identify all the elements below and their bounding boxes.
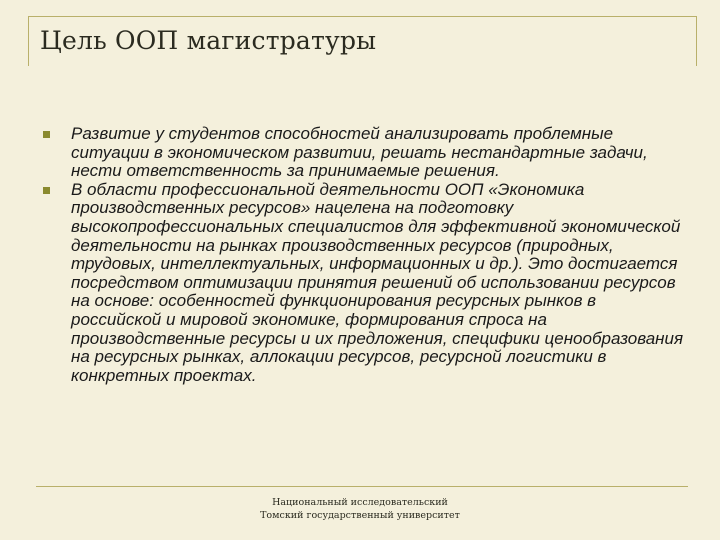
title-frame-right-line <box>696 16 697 66</box>
bullet-list <box>38 125 688 385</box>
bullet-text: В области профессиональной деятельности ООП «Экономика производственных ресурсов» нацелена на подготовку высокопрофессиональных специалистов для эффективной экономической деятельности на рынках производственных ресурсов (природных, трудовых, интеллектуальных, информационных и др.). Это достигается посредством оптимизации принятия решений об использовании ресурсов на основе: особенностей функционирования ресурсных рынков в российской и мировой экономике, формирования спроса на производственные ресурсы и их предложения, специфики ценообразования на ресурсных рынках, аллокации ресурсов, ресурсной логистики в конкретных проектах. <box>71 179 684 385</box>
title-frame-left-line <box>28 16 29 66</box>
square-bullet-icon <box>43 187 50 194</box>
footer-line-1: Национальный исследовательский <box>272 497 448 508</box>
bullet-text: Развитие у студентов способностей анализировать проблемные ситуации в экономическом развитии, решать нестандартные задачи, нести ответственность за принимаемые решения. <box>71 124 648 181</box>
bullet-item <box>38 181 688 386</box>
footer <box>200 496 520 522</box>
footer-line-2: Томский государственный университет <box>260 510 460 521</box>
footer-divider <box>36 486 688 487</box>
title-frame-top-line <box>28 16 696 17</box>
slide-title: Цель ООП магистратуры <box>40 26 377 55</box>
bullet-item <box>38 125 688 181</box>
square-bullet-icon <box>43 131 50 138</box>
